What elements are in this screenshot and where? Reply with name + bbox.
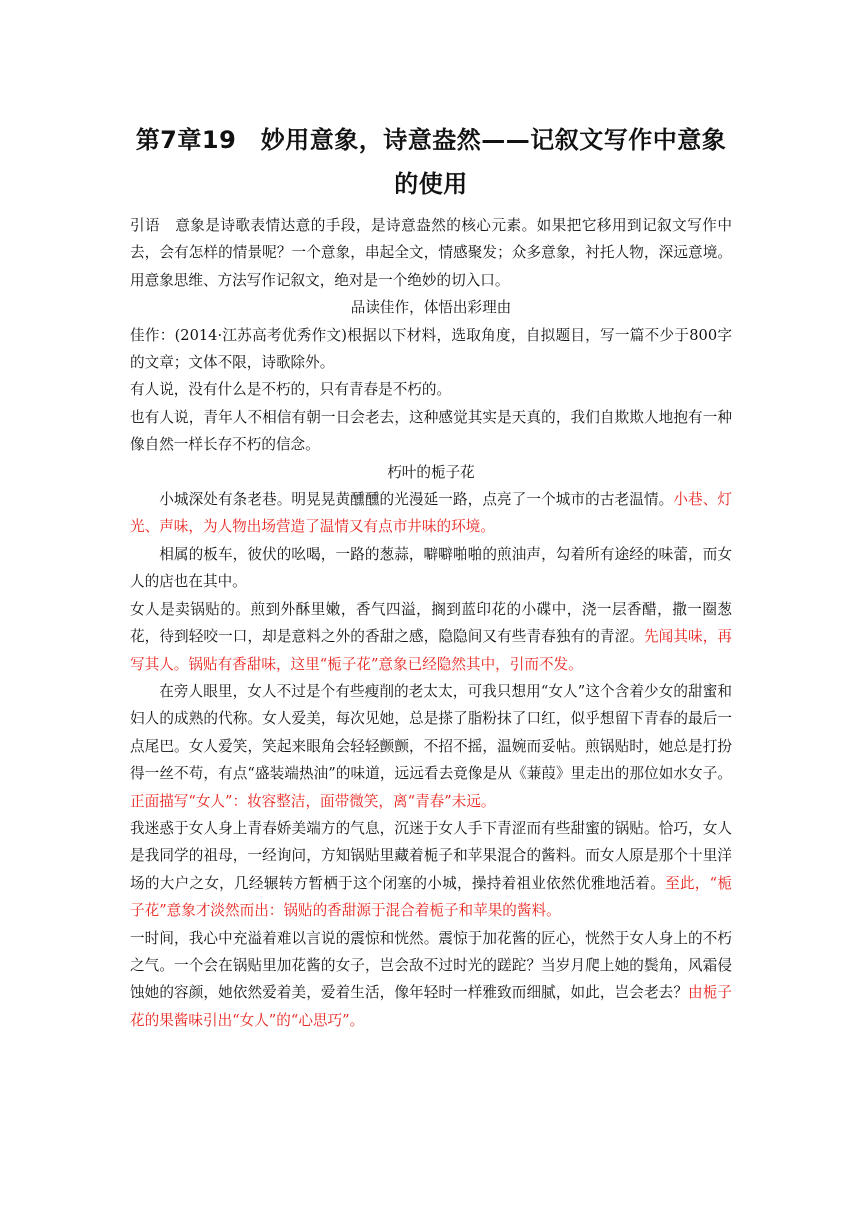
annotation-note: 至此，“栀子花”意象才淡然而出：锅贴的香甜源于混合着栀子和苹果的酱料。: [130, 874, 732, 920]
essay-paragraph: [130, 925, 732, 1035]
prompt-paragraph: 佳作：(2014·江苏高考优秀作文)根据以下材料，选取角度，自拟题目，写一篇不少于800字的文章；文体不限，诗歌除外。: [130, 326, 732, 372]
section-heading: 品读佳作，体悟出彩理由: [350, 299, 512, 317]
essay-paragraph: [130, 541, 732, 596]
prompt-quote-2: 也有人说，青年人不相信有朝一日会老去，这种感觉其实是天真的，我们自欺欺人地抱有一种像自然一样长存不朽的信念。: [130, 408, 732, 454]
essay-text: 相属的板车，彼伏的吆喝，一路的葱蒜，噼噼啪啪的煎油声，勾着所有途经的味蕾，而女人的店也在其中。: [130, 545, 732, 591]
intro-text: 意象是诗歌表情达意的手段，是诗意盎然的核心元素。如果把它移用到记叙文写作中去，会有怎样的情景呢？一个意象，串起全文，情感聚发；众多意象，衬托人物，深远意境。用意象思维、方法写作记叙文，绝对是一个绝妙的切入口。: [130, 217, 732, 289]
document-page: [130, 118, 732, 1034]
essay-text: 在旁人眼里，女人不过是个有些瘦削的老太太，可我只想用“女人”这个含着少女的甜蜜和妇人的成熟的代称。女人爱美，每次见她，总是搽了脂粉抹了口红，似乎想留下青春的最后一点尾巴。女人爱笑，笑起来眼角会轻轻颤颤，不招不摇，温婉而妥帖。煎锅贴时，她总是打扮得一丝不苟，有点“盛装端热油”的味道，远远看去竟像是从《蒹葭》里走出的那位如水女子。: [130, 682, 732, 783]
essay-title: 朽叶的栀子花: [387, 463, 475, 481]
intro-paragraph: [130, 212, 732, 294]
essay-paragraph: [130, 678, 732, 815]
essay-text: 一时间，我心中充溢着难以言说的震惊和恍然。震惊于加花酱的匠心，恍然于女人身上的不朽之气。一个会在锅贴里加花酱的女子，岂会敌不过时光的蹉跎？当岁月爬上她的鬓角，风霜侵蚀她的容颜，她依然爱着美，爱着生活，像年轻时一样雅致而细腻，如此，岂会老去？: [130, 929, 732, 1002]
essay-paragraph: [130, 596, 732, 678]
intro-label: 引语: [130, 217, 161, 234]
essay-paragraph: [130, 486, 732, 541]
annotation-note: 正面描写“女人”：妆容整洁，面带微笑，离“青春”未远。: [130, 792, 496, 810]
essay-paragraph: [130, 815, 732, 925]
page-title: 第7章19 妙用意象，诗意盎然——记叙文写作中意象的使用: [135, 126, 727, 198]
essay-text: 小城深处有条老巷。明晃晃黄醺醺的光漫延一路，点亮了一个城市的古老温情。: [159, 491, 674, 509]
essay-text: 我迷惑于女人身上青春娇美端方的气息，沉迷于女人手下青涩而有些甜蜜的锅贴。恰巧，女人是我同学的祖母，一经询问，方知锅贴里藏着栀子和苹果混合的酱料。而女人原是那个十里洋场的大户之女，几经辗转方暂栖于这个闭塞的小城，操持着祖业依然优雅地活着。: [130, 819, 732, 892]
annotation-note: 小巷、灯光、声味，为人物出场营造了温情又有点市井味的环境。: [130, 491, 732, 536]
annotation-note: 先闻其味，再写其人。锅贴有香甜味，这里“栀子花”意象已经隐然其中，引而不发。: [130, 628, 732, 673]
prompt-quote-1: 有人说，没有什么是不朽的，只有青春是不朽的。: [130, 381, 452, 399]
essay-text: 女人是卖锅贴的。煎到外酥里嫩，香气四溢，搁到蓝印花的小碟中，浇一层香醋，撒一圈葱花，待到轻咬一口，却是意料之外的香甜之感，隐隐间又有些青春独有的青涩。: [130, 600, 732, 646]
annotation-note: 由栀子花的果酱味引出“女人”的“心思巧”。: [130, 984, 732, 1029]
